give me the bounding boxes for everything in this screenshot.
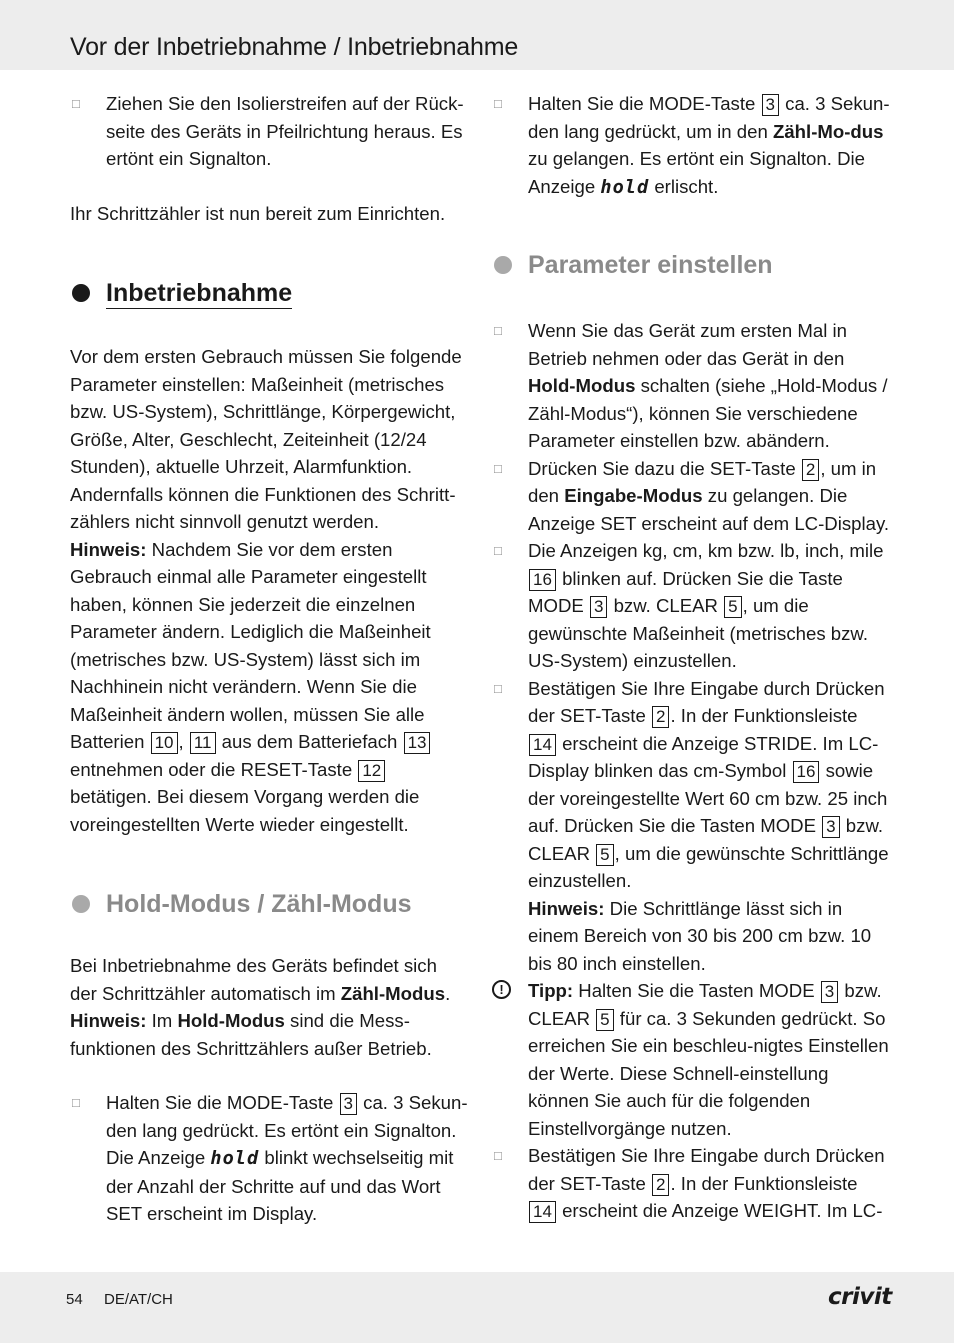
bullet-dot-icon — [494, 256, 512, 274]
page-title: Vor der Inbetriebnahme / Inbetriebnahme — [70, 33, 519, 61]
bullet-dot-icon — [72, 895, 90, 913]
text: . In der Funktionsleiste — [670, 1172, 858, 1194]
section-heading-text: Hold-Modus / Zähl-Modus — [106, 890, 412, 918]
section-heading-text: Parameter einstellen — [528, 251, 773, 279]
page-number: 54 — [66, 1291, 83, 1308]
text: zu gelangen. Es ertönt ein Signalton. Die Anzeige — [528, 148, 865, 197]
note-paragraph — [70, 536, 468, 839]
ref-number: 16 — [793, 761, 820, 783]
text: bzw. CLEAR — [528, 980, 882, 1029]
list-item-text — [528, 317, 890, 455]
bold-text: Zähl-Mo-dus — [772, 120, 884, 142]
country-codes: DE/AT/CH — [104, 1291, 173, 1308]
ref-number: 2 — [802, 459, 819, 481]
checkbox-bullet-icon: □ — [72, 1095, 80, 1110]
ref-number: 3 — [762, 94, 779, 116]
ref-number: 5 — [724, 596, 741, 618]
ref-number: 2 — [652, 706, 669, 728]
bullet-dot-icon — [72, 284, 90, 302]
ref-number: 14 — [529, 734, 556, 756]
ref-number: 5 — [596, 844, 613, 866]
section-heading-text: Inbetriebnahme — [106, 279, 293, 307]
text: Nachdem Sie vor dem ersten Gebrauch einmal alle Parameter eingestellt haben, können Sie jederzeit die einzelnen Parameter ändern. Lediglich die Maßeinheit (metrisches bzw. US-System) lässt sich im Nachhinein nicht verändern. Wenn Sie die Maßeinheit ändern wollen, müssen Sie alle Batterien — [70, 538, 431, 752]
text: Halten Sie die MODE-Taste — [106, 1092, 339, 1113]
list-item — [492, 675, 890, 978]
ref-number: 3 — [340, 1093, 357, 1115]
bold-text: Eingabe-Modus — [564, 485, 703, 506]
text: ca. 3 Sekun-den lang gedrückt. Es ertönt ein Signalton. Die Anzeige — [106, 1092, 468, 1168]
text: zu gelangen. Die Anzeige SET erscheint auf dem LC-Display. — [528, 485, 890, 534]
page-header — [0, 0, 954, 70]
text: . In der Funktionsleiste — [670, 705, 858, 726]
note-label: Hinweis: — [70, 538, 147, 560]
text: betätigen. Bei diesem Vorgang werden die voreingestellten Werte wieder eingestellt. — [70, 786, 420, 835]
list-item — [492, 317, 890, 455]
crivit-logo: crivit — [828, 1284, 892, 1310]
checkbox-bullet-icon: □ — [494, 460, 502, 476]
ref-number: 14 — [529, 1201, 556, 1223]
text: bzw. CLEAR — [608, 595, 724, 616]
ref-number: 13 — [404, 732, 431, 754]
ready-text: Ihr Schrittzähler ist nun bereit zum Einrichten. — [70, 202, 446, 224]
list-item-text — [106, 1089, 468, 1228]
checkbox-bullet-icon: □ — [494, 543, 502, 558]
paragraph — [70, 952, 468, 1062]
text: schalten (siehe „Hold-Modus / Zähl-Modus“), können Sie verschiedene Parameter einstellen bzw. abändern. — [528, 375, 888, 451]
checkbox-bullet-icon: □ — [494, 680, 502, 696]
text: Halten Sie die MODE-Taste — [528, 93, 761, 114]
list-item — [492, 537, 890, 675]
text: Im — [146, 1010, 178, 1031]
paragraph: Vor dem ersten Gebrauch müssen Sie folgende Parameter einstellen: Maßeinheit (metrisches bzw. US-System), Schrittlänge, Körpergewicht, Größe, Alter, Geschlecht, Zeiteinheit (12/24 Stunden), aktuelle Uhrzeit, Alarmfunktion. Andernfalls können die Funktionen des Schritt-zählers nicht sinnvoll genutzt werden. — [70, 346, 462, 532]
list-item-text — [528, 455, 890, 538]
text: bzw. CLEAR — [528, 815, 884, 864]
left-column — [70, 90, 468, 1228]
list-item — [492, 1142, 890, 1225]
ref-number: 11 — [190, 732, 216, 754]
bold-text: Hold-Modus — [177, 1010, 285, 1031]
section-heading-inbetriebnahme — [70, 277, 468, 309]
checkbox-bullet-icon: □ — [494, 323, 502, 338]
ref-number: 3 — [822, 816, 839, 838]
text: erscheint die Anzeige STRIDE. Im LC-Display blinken das cm-Symbol — [528, 732, 879, 781]
tip-text — [528, 977, 890, 1142]
text: . — [445, 982, 451, 1004]
section-heading-hold-modus — [70, 888, 468, 920]
ref-number: 3 — [590, 596, 607, 618]
ref-number: 16 — [529, 569, 556, 591]
text: Bestätigen Sie Ihre Eingabe durch Drücken der SET-Taste — [528, 1145, 885, 1194]
note-label: Hinweis: — [70, 1010, 147, 1031]
text: Halten Sie die Tasten MODE — [573, 980, 820, 1001]
ref-number: 3 — [821, 981, 838, 1003]
text: sowie der voreingestellte Wert 60 cm bzw. 25 inch auf. Drücken Sie die Tasten MODE — [528, 760, 888, 836]
tip-item — [492, 977, 890, 1142]
text: Bestätigen Sie Ihre Eingabe durch Drücken der SET-Taste — [528, 677, 885, 726]
text: blinken auf. Drücken Sie die Taste MODE — [528, 567, 843, 616]
text: erscheint die Anzeige WEIGHT. Im LC- — [556, 1200, 883, 1221]
text: für ca. 3 Sekunden gedrückt. So erreichen Sie ein beschleu-nigtes Einstellen der Werte. Diese Schnell-einstellung können Sie auch für die folgenden Einstellvorgänge nutzen. — [528, 1007, 889, 1139]
list-item-text — [528, 675, 890, 978]
lcd-hold-symbol: hold — [600, 176, 650, 198]
list-item-text: Ziehen Sie den Isolierstreifen auf der Rück-seite des Geräts in Pfeilrichtung heraus. Es ertönt ein Signalton. — [106, 93, 464, 169]
text: blinkt wechselseitig mit der Anzahl der Schritte auf und das Wort SET erscheint im Display. — [106, 1147, 454, 1224]
checkbox-bullet-icon: □ — [494, 96, 502, 111]
bold-text: Hold-Modus — [528, 375, 636, 396]
checkbox-bullet-icon: □ — [72, 96, 80, 111]
text: , um die gewünschte Maßeinheit (metrisches bzw. US-System) einzustellen. — [528, 595, 868, 671]
ref-number: 12 — [358, 760, 385, 782]
bold-text: Zähl-Modus — [340, 982, 446, 1004]
text: Wenn Sie das Gerät zum ersten Mal in Betrieb nehmen oder das Gerät in den — [528, 320, 847, 369]
text: Die Anzeigen kg, cm, km bzw. lb, inch, mile — [528, 540, 884, 561]
text: , um in den — [528, 457, 877, 506]
text: erlischt. — [649, 175, 719, 197]
list-item-text — [528, 537, 890, 675]
text: Bei Inbetriebnahme des Geräts befindet sich der Schrittzähler automatisch im — [70, 955, 437, 1004]
list-item-text — [528, 90, 890, 201]
tip-label: Tipp: — [528, 980, 574, 1001]
list-item — [70, 90, 468, 173]
ref-number: 5 — [596, 1009, 613, 1031]
exclamation-icon: ! — [492, 980, 511, 999]
list-item — [492, 455, 890, 538]
text: sind die Mess-funktionen des Schrittzählers außer Betrieb. — [70, 1010, 432, 1059]
text: , um die gewünschte Schrittlänge einzustellen. — [528, 842, 889, 891]
list-item-text — [528, 1142, 890, 1225]
text: ca. 3 Sekun-den lang gedrückt, um in den — [528, 93, 890, 142]
text: , — [178, 731, 189, 752]
text: entnehmen oder die RESET-Taste — [70, 758, 358, 780]
lcd-hold-symbol: hold — [210, 1148, 260, 1169]
list-item — [70, 1089, 468, 1228]
text: aus dem Batteriefach — [216, 731, 403, 752]
text: Die Schrittlänge lässt sich in einem Bereich von 30 bis 200 cm bzw. 10 bis 80 inch einstellen. — [528, 897, 872, 974]
note-label: Hinweis: — [528, 897, 605, 919]
list-item — [492, 90, 890, 201]
right-column — [492, 90, 890, 1225]
ref-number: 2 — [652, 1174, 669, 1196]
section-heading-parameter — [492, 249, 890, 281]
checkbox-bullet-icon: □ — [494, 1148, 502, 1163]
text: Drücken Sie dazu die SET-Taste — [528, 457, 801, 479]
ref-number: 10 — [151, 732, 178, 754]
